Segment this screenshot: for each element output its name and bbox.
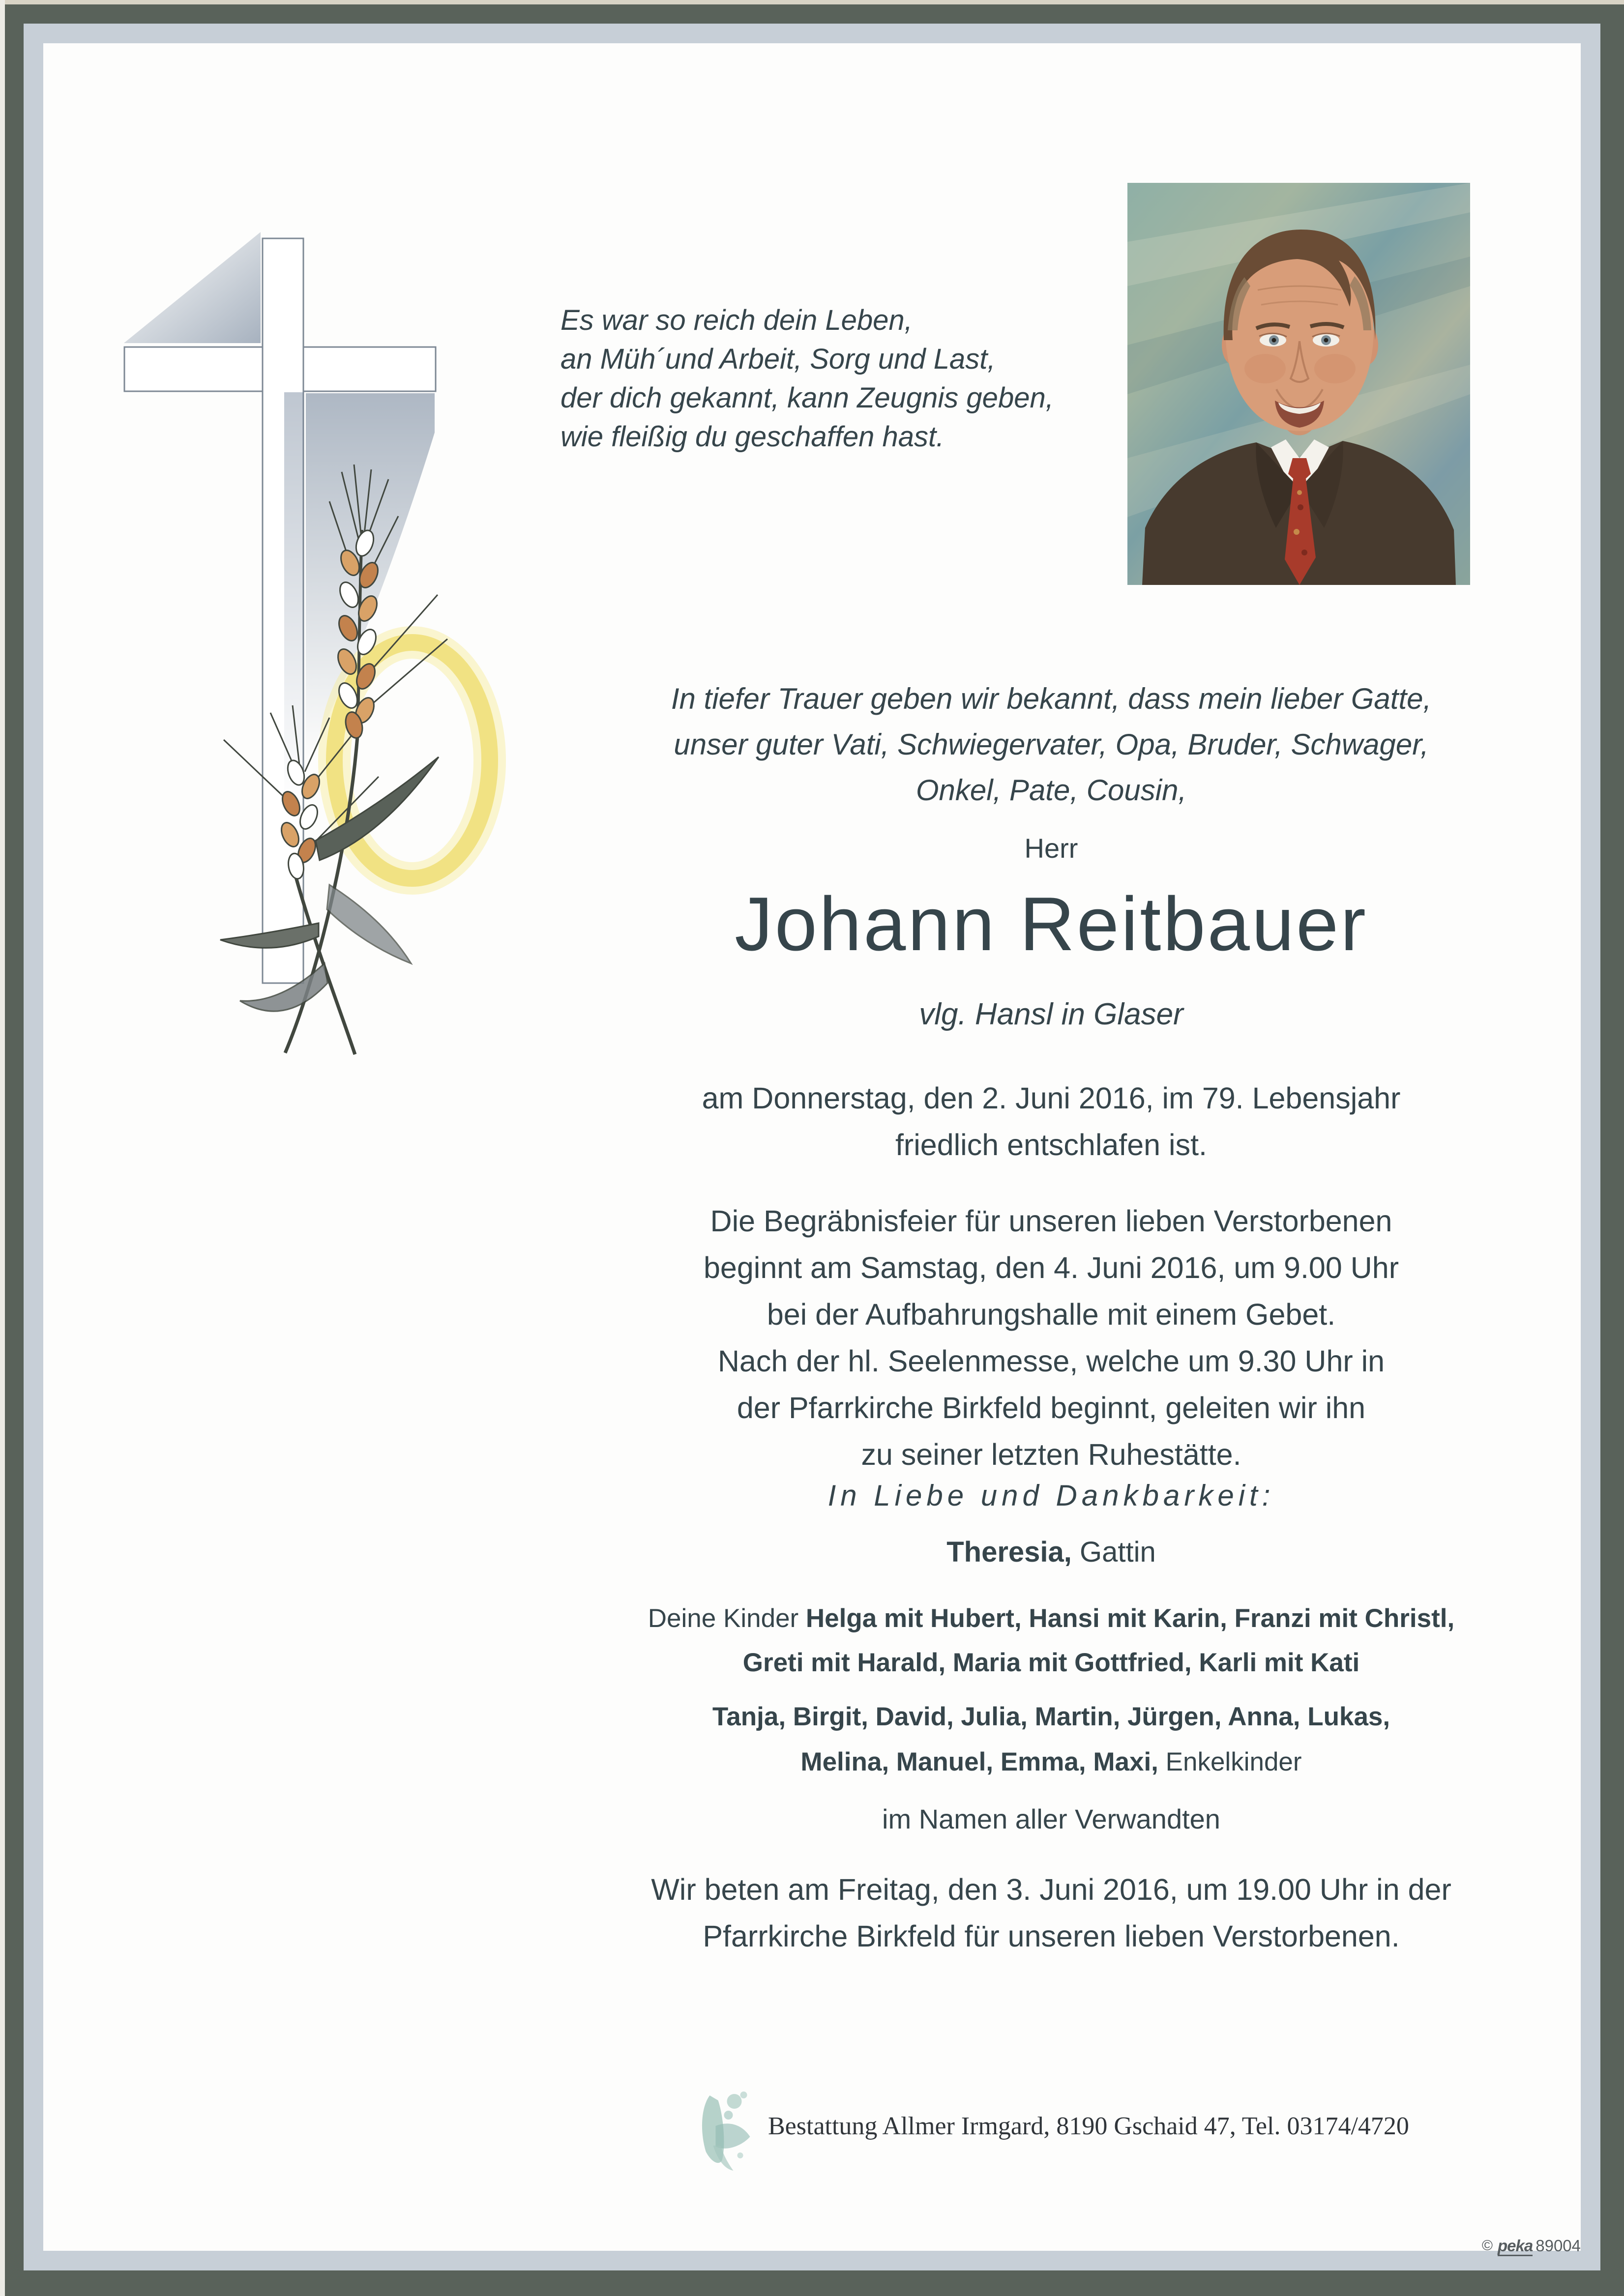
announcement: [526, 676, 1576, 813]
announcement-line: unser guter Vati, Schwiegervater, Opa, Bruder, Schwager,: [674, 728, 1429, 761]
printers-mark: [1482, 2237, 1581, 2255]
poem-line: Es war so reich dein Leben,: [561, 304, 913, 336]
cross-wheat-sun-illustration-icon: [123, 197, 590, 1057]
print-number: 89004: [1535, 2237, 1581, 2255]
poem-line: an Müh´und Arbeit, Sorg und Last,: [561, 343, 996, 375]
children-line-2: Greti mit Harald, Maria mit Gottfried, Karli mit Kati: [742, 1648, 1360, 1677]
relatives-line: im Namen aller Verwandten: [882, 1803, 1220, 1834]
grandchildren-names: Melina, Manuel, Emma, Maxi,: [800, 1747, 1158, 1776]
announcement-line: Onkel, Pate, Cousin,: [915, 774, 1187, 807]
widow-relation: Gattin: [1071, 1536, 1156, 1568]
funeral-info-line: bei der Aufbahrungshalle mit einem Gebet.: [767, 1298, 1336, 1331]
copyright-icon: ©: [1481, 2238, 1493, 2254]
cross-bar-inner-shade: [284, 392, 303, 805]
cross-shading-topleft: [124, 232, 261, 343]
prayer-line: Wir beten am Freitag, den 3. Juni 2016, um 19.00 Uhr in der: [651, 1873, 1451, 1906]
prayer-invitation: [526, 1866, 1576, 1960]
funeral-info-line: zu seiner letzten Ruhestätte.: [861, 1438, 1241, 1471]
widow-line: [526, 1536, 1576, 1569]
children-line-1: [526, 1603, 1576, 1633]
children-prefix: Deine Kinder: [648, 1604, 806, 1633]
grandchildren-line-2: [526, 1747, 1576, 1777]
death-notice: [526, 1075, 1576, 1168]
poem: [561, 301, 1054, 456]
watercolor-angel-logo-icon: [696, 2087, 758, 2173]
gratitude-heading: In Liebe und Dankbarkeit:: [827, 1479, 1275, 1512]
scan-edge-left: [0, 0, 5, 2296]
portrait-photo: [1127, 183, 1470, 585]
salutation: Herr: [1024, 833, 1078, 864]
funeral-info-line: Die Begräbnisfeier für unseren lieben Verstorbenen: [710, 1204, 1392, 1238]
deceased-name: Johann Reitbauer: [735, 881, 1368, 966]
scan-edge-top: [0, 0, 1624, 4]
widow-name: Theresia,: [946, 1536, 1072, 1568]
death-notice-line: friedlich entschlafen ist.: [895, 1128, 1208, 1162]
announcement-line: In tiefer Trauer geben wir bekannt, dass mein lieber Gatte,: [671, 682, 1432, 715]
grandchildren-relation: Enkelkinder: [1158, 1747, 1302, 1776]
grandchildren-line-1: Tanja, Birgit, David, Julia, Martin, Jürgen, Anna, Lukas,: [712, 1702, 1390, 1731]
printer-brand: peka: [1498, 2237, 1533, 2256]
prayer-line: Pfarrkirche Birkfeld für unseren lieben Verstorbenen.: [703, 1919, 1400, 1953]
funeral-info-line: Nach der hl. Seelenmesse, welche um 9.30 Uhr in: [717, 1344, 1385, 1378]
poem-line: wie fleißig du geschaffen hast.: [561, 421, 945, 453]
funeral-info: [526, 1198, 1576, 1478]
deceased-vulgo-name: vlg. Hansl in Glaser: [919, 997, 1183, 1031]
funeral-home-line: Bestattung Allmer Irmgard, 8190 Gschaid 47, Tel. 03174/4720: [768, 2112, 1409, 2140]
poem-line: der dich gekannt, kann Zeugnis geben,: [561, 382, 1054, 414]
children-names: Helga mit Hubert, Hansi mit Karin, Franzi mit Christl,: [805, 1604, 1455, 1633]
funeral-info-line: der Pfarrkirche Birkfeld beginnt, geleiten wir ihn: [737, 1391, 1366, 1424]
death-notice-line: am Donnerstag, den 2. Juni 2016, im 79. Lebensjahr: [702, 1081, 1401, 1115]
cross-intersection: [264, 348, 302, 390]
funeral-info-line: beginnt am Samstag, den 4. Juni 2016, um 9.00 Uhr: [703, 1251, 1399, 1284]
